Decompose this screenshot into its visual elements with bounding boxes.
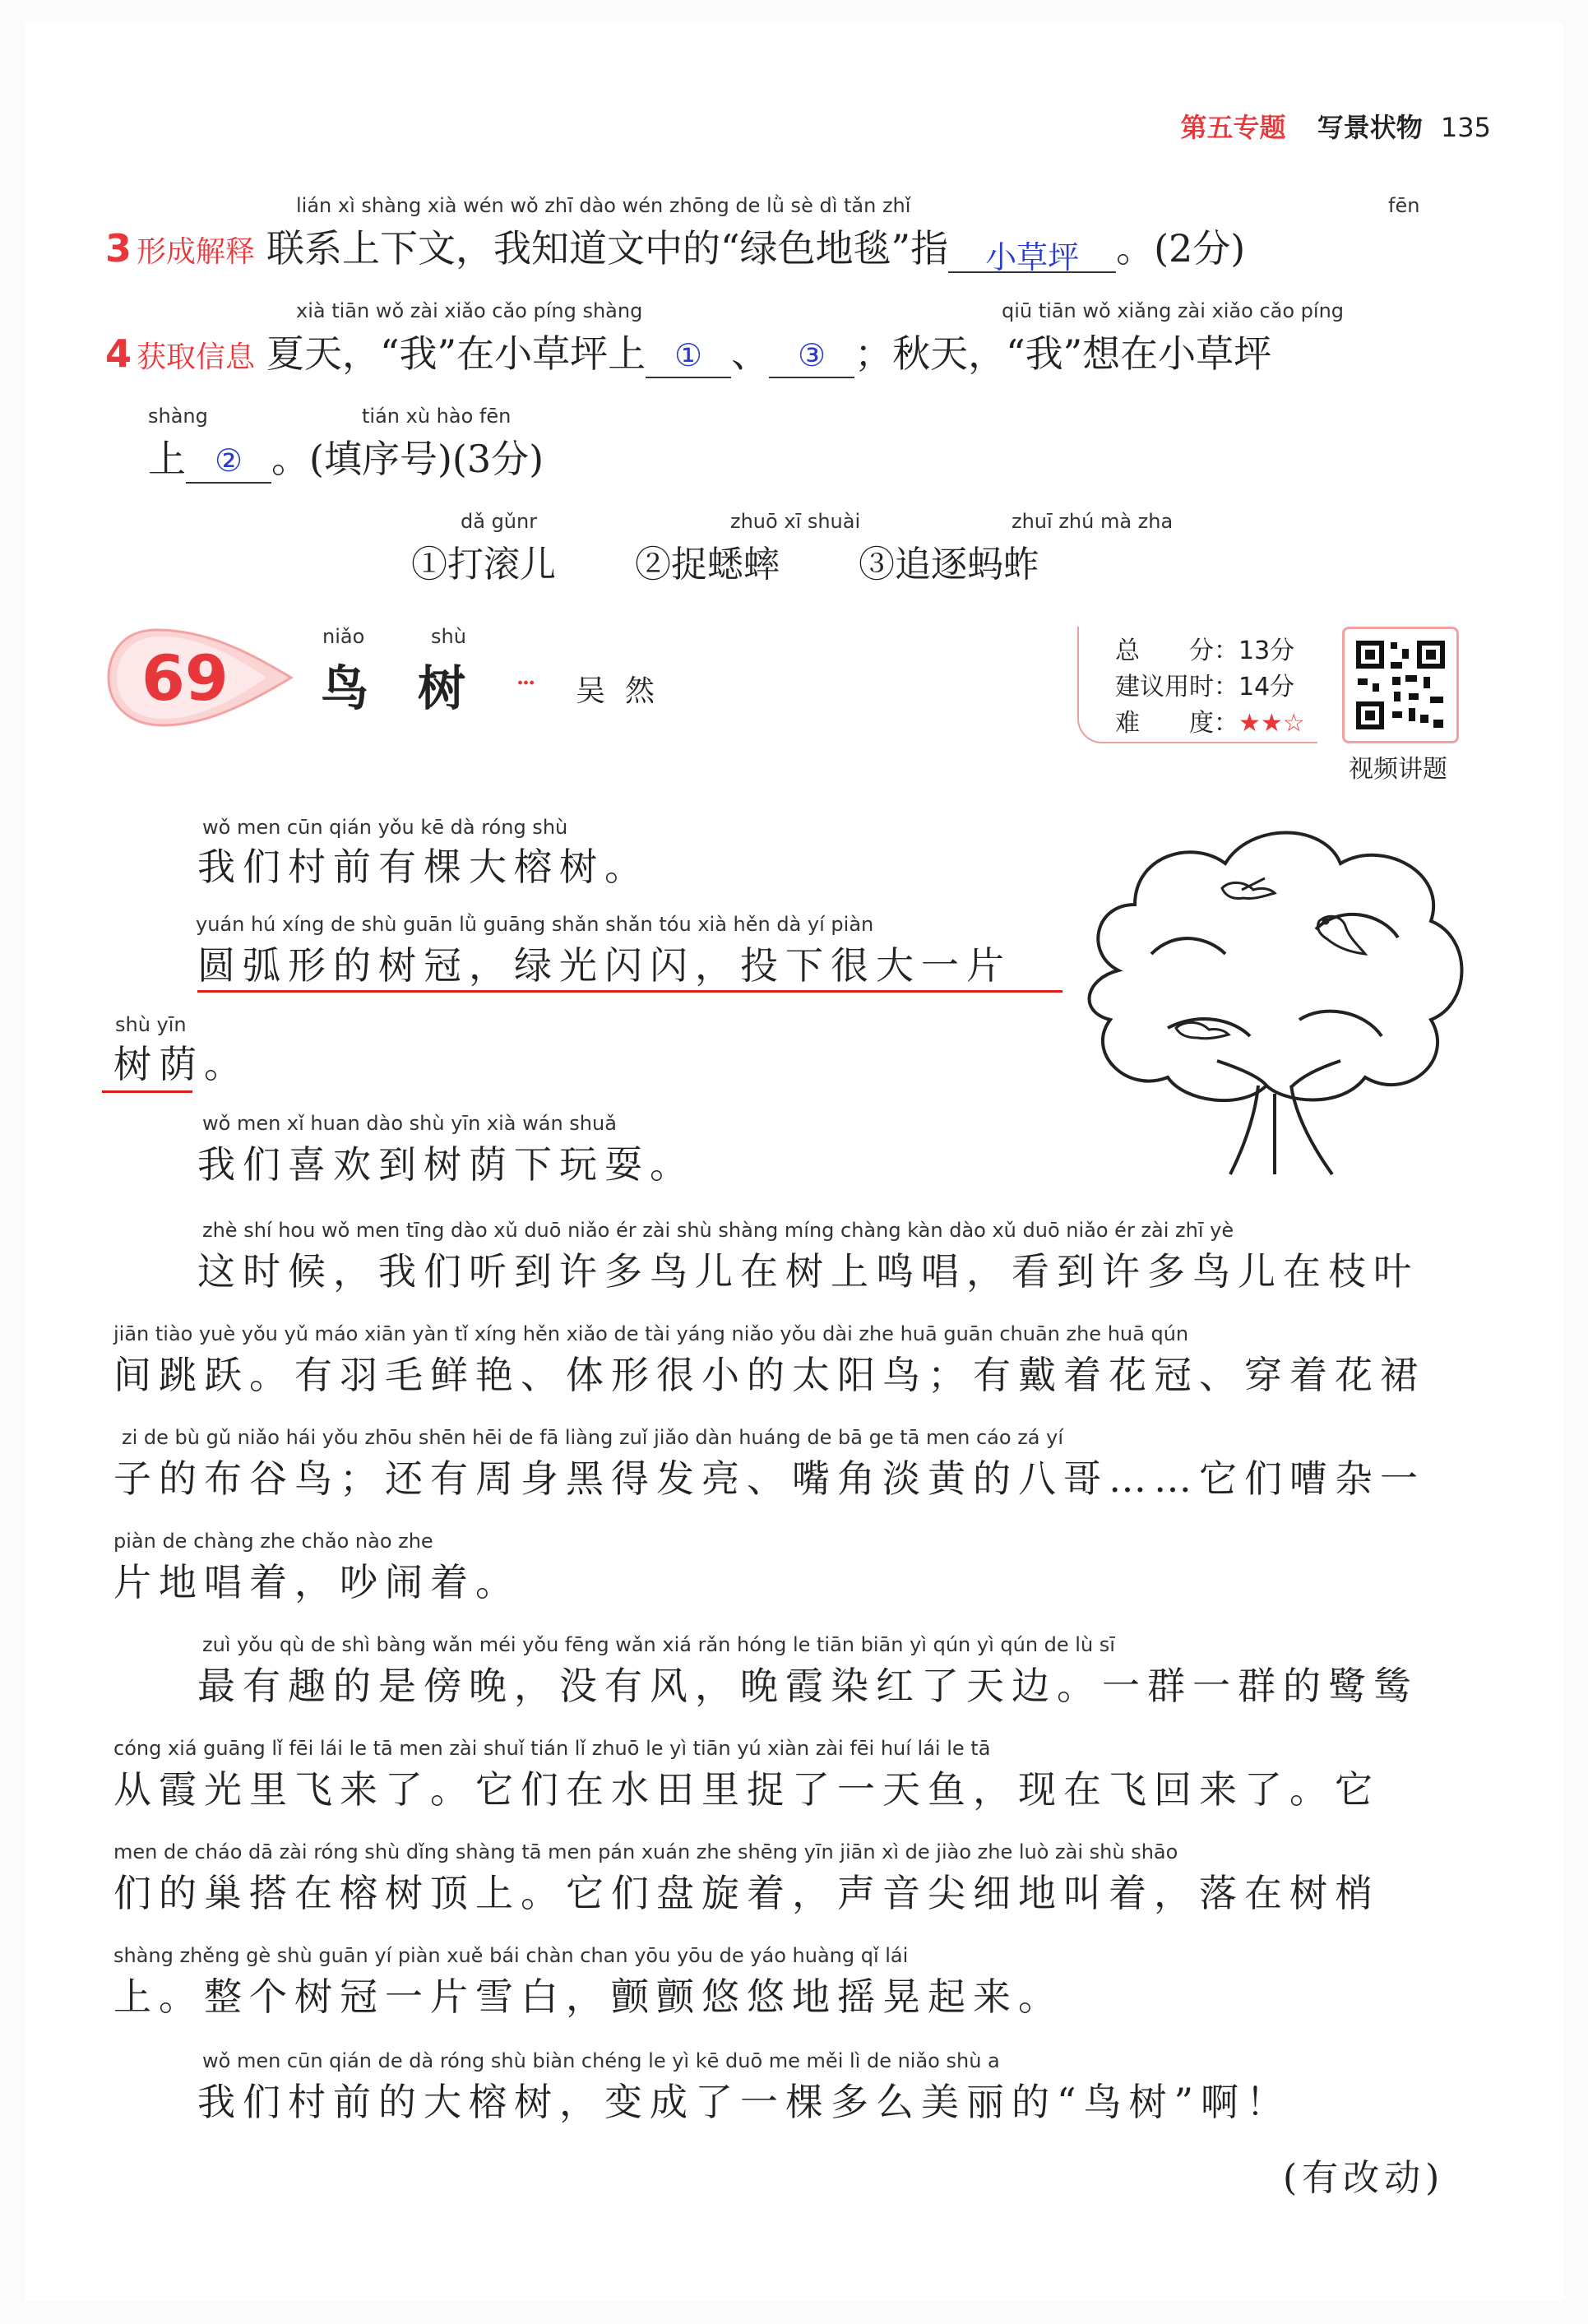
q4-answer-2: ③ — [769, 337, 854, 378]
article-title: 鸟树 — [321, 660, 516, 716]
para-5-pinyin: jiān tiào yuè yǒu yǔ máo xiān yàn tǐ xíng hěn xiǎo de tài yáng niǎo yǒu dài zhe huā guān chuān zhe huā qún — [113, 1322, 1189, 1345]
q4-option-3: ③追逐蚂蚱 — [859, 544, 1039, 586]
para-9-pinyin: cóng xiá guāng lǐ fēi lái le tā men zài shuǐ tián lǐ zhuō le yì tiān yú xiàn zài fēi huí lái le tā — [113, 1737, 991, 1760]
q4-option-2: ②捉蟋蟀 — [635, 544, 780, 586]
q4-text-b: ；秋天，“我”想在小草坪 — [854, 331, 1272, 376]
q4-options — [411, 535, 1039, 587]
source-note: (有改动) — [1283, 2157, 1445, 2199]
q3-text: 联系上下文，我知道文中的“绿色地毯”指 — [266, 226, 949, 271]
article-info-box — [1077, 627, 1317, 743]
q4-option-1-pinyin: dǎ gǔnr — [461, 510, 538, 533]
difficulty-label: 难 度： — [1115, 709, 1238, 738]
underline-2 — [102, 1090, 192, 1093]
q3-tag: 形成解释 — [137, 235, 256, 269]
para-11-text: 上。整个树冠一片雪白，颤颤悠悠地摇晃起来。 — [113, 1974, 1063, 2019]
q4-pinyin-2b: tián xù hào fēn — [362, 405, 512, 428]
q4-answer-1: ① — [646, 337, 731, 378]
tree-illustration — [1069, 814, 1480, 1179]
q3-pinyin: lián xì shàng xià wén wǒ zhī dào wén zhōng de lǜ sè dì tǎn zhǐ — [296, 194, 911, 217]
q3-pinyin-score: fēn — [1388, 194, 1420, 217]
para-8-pinyin: zuì yǒu qù de shì bàng wǎn méi yǒu fēng wǎn xiá rǎn hóng le tiān biān yì qún yì qún de lù sī — [202, 1633, 1115, 1656]
info-total-score: 总 分：13分 — [1115, 637, 1295, 665]
q4-text-a: 夏天，“我”在小草坪上 — [266, 331, 646, 376]
para-1-text: 我们村前有棵大榕树。 — [197, 845, 650, 889]
para-4-pinyin: zhè shí hou wǒ men tīng dào xǔ duō niǎo ér zài shù shàng míng chàng kàn dào xǔ duō niǎo ér zài zhī yè — [202, 1219, 1234, 1242]
q4-option-3-pinyin: zhuī zhú mà zha — [1012, 510, 1174, 533]
qr-caption: 视频讲题 — [1349, 755, 1447, 784]
page-number: 135 — [1440, 112, 1491, 143]
para-12-text: 我们村前的大榕树，变成了一棵多么美丽的“鸟树”啊！ — [197, 2080, 1292, 2124]
q3-number: 3 — [105, 226, 132, 271]
article-number-badge — [105, 627, 294, 729]
para-8-text: 最有趣的是傍晚，没有风，晚霞染红了天边。一群一群的鹭鸶 — [197, 1664, 1419, 1708]
title-pinyin-1: niǎo — [322, 625, 365, 648]
q4-option-1: ①打滚儿 — [411, 544, 556, 586]
para-2b-pinyin: shù yīn — [115, 1013, 187, 1036]
q4-pinyin-1: xià tiān wǒ zài xiǎo cǎo píng shàng — [296, 299, 643, 322]
article-author: 吴然 — [576, 674, 675, 708]
q4-answer-3: ② — [186, 442, 271, 484]
info-suggested-time: 建议用时：14分 — [1115, 673, 1295, 701]
q4-sep: 、 — [731, 331, 770, 376]
question-3 — [105, 219, 1245, 273]
author-dots: ··· — [516, 671, 535, 696]
section-label: 写景状物 — [1317, 112, 1423, 143]
question-4-line-2 — [148, 429, 544, 484]
q3-text-after: 。(2分) — [1116, 226, 1246, 271]
para-5-text: 间跳跃。有羽毛鲜艳、体形很小的太阳鸟；有戴着花冠、穿着花裙 — [113, 1353, 1425, 1397]
underline-1 — [197, 990, 1063, 993]
para-11-pinyin: shàng zhěng gè shù guān yí piàn xuě bái chàn chan yōu yōu de yáo huàng qǐ lái — [113, 1944, 909, 1967]
difficulty-stars: ★★☆ — [1238, 709, 1305, 738]
para-2-text: 圆弧形的树冠，绿光闪闪，投下很大一片 — [197, 943, 1012, 988]
para-6-text: 子的布谷鸟；还有周身黑得发亮、嘴角淡黄的八哥……它们嘈杂一 — [113, 1456, 1425, 1501]
para-6-pinyin: zi de bù gǔ niǎo hái yǒu zhōu shēn hēi de fā liàng zuǐ jiǎo dàn huáng de bā ge tā men cáo zá yí — [122, 1426, 1063, 1449]
q4-text-d: 。(填序号)(3分) — [271, 437, 544, 481]
qr-code[interactable] — [1342, 627, 1459, 743]
para-9-text: 从霞光里飞来了。它们在水田里捉了一天鱼，现在飞回来了。它 — [113, 1767, 1380, 1812]
info-difficulty — [1115, 702, 1305, 738]
q4-number: 4 — [105, 331, 132, 376]
para-10-text: 们的巢搭在榕树顶上。它们盘旋着，声音尖细地叫着，落在树梢 — [113, 1871, 1380, 1915]
para-7-pinyin: piàn de chàng zhe chǎo nào zhe — [113, 1530, 433, 1553]
question-4-line-1 — [105, 324, 1271, 378]
q4-tag: 获取信息 — [137, 340, 256, 374]
para-3-pinyin: wǒ men xǐ huan dào shù yīn xià wán shuǎ — [202, 1112, 617, 1135]
title-pinyin-2: shù — [431, 625, 466, 648]
q4-option-2-pinyin: zhuō xī shuài — [730, 510, 861, 533]
qr-code-icon — [1345, 629, 1456, 741]
para-4-text: 这时候，我们听到许多鸟儿在树上鸣唱，看到许多鸟儿在枝叶 — [197, 1249, 1419, 1294]
page-header — [1181, 107, 1491, 145]
q3-answer: 小草坪 — [948, 232, 1116, 273]
para-7-text: 片地唱着，吵闹着。 — [113, 1560, 521, 1604]
para-2-pinyin: yuán hú xíng de shù guān lǜ guāng shǎn shǎn tóu xià hěn dà yí piàn — [196, 913, 874, 936]
topic-label: 第五专题 — [1180, 112, 1286, 143]
q4-pinyin-2: shàng — [148, 405, 208, 428]
q4-pinyin-1b: qiū tiān wǒ xiǎng zài xiǎo cǎo píng — [1002, 299, 1345, 322]
q4-text-c: 上 — [148, 437, 186, 481]
para-3-text: 我们喜欢到树荫下玩耍。 — [197, 1142, 695, 1187]
para-10-pinyin: men de cháo dā zài róng shù dǐng shàng tā men pán xuán zhe shēng yīn jiān xì de jiào zhe luò zài shù shāo — [113, 1840, 1178, 1863]
banyan-tree-icon — [1069, 814, 1480, 1176]
para-12-pinyin: wǒ men cūn qián de dà róng shù biàn chéng le yì kē duō me měi lì de niǎo shù a — [202, 2049, 1000, 2072]
para-2b-text: 树荫。 — [113, 1042, 249, 1086]
article-number: 69 — [141, 641, 229, 715]
para-1-pinyin: wǒ men cūn qián yǒu kē dà róng shù — [202, 816, 568, 839]
